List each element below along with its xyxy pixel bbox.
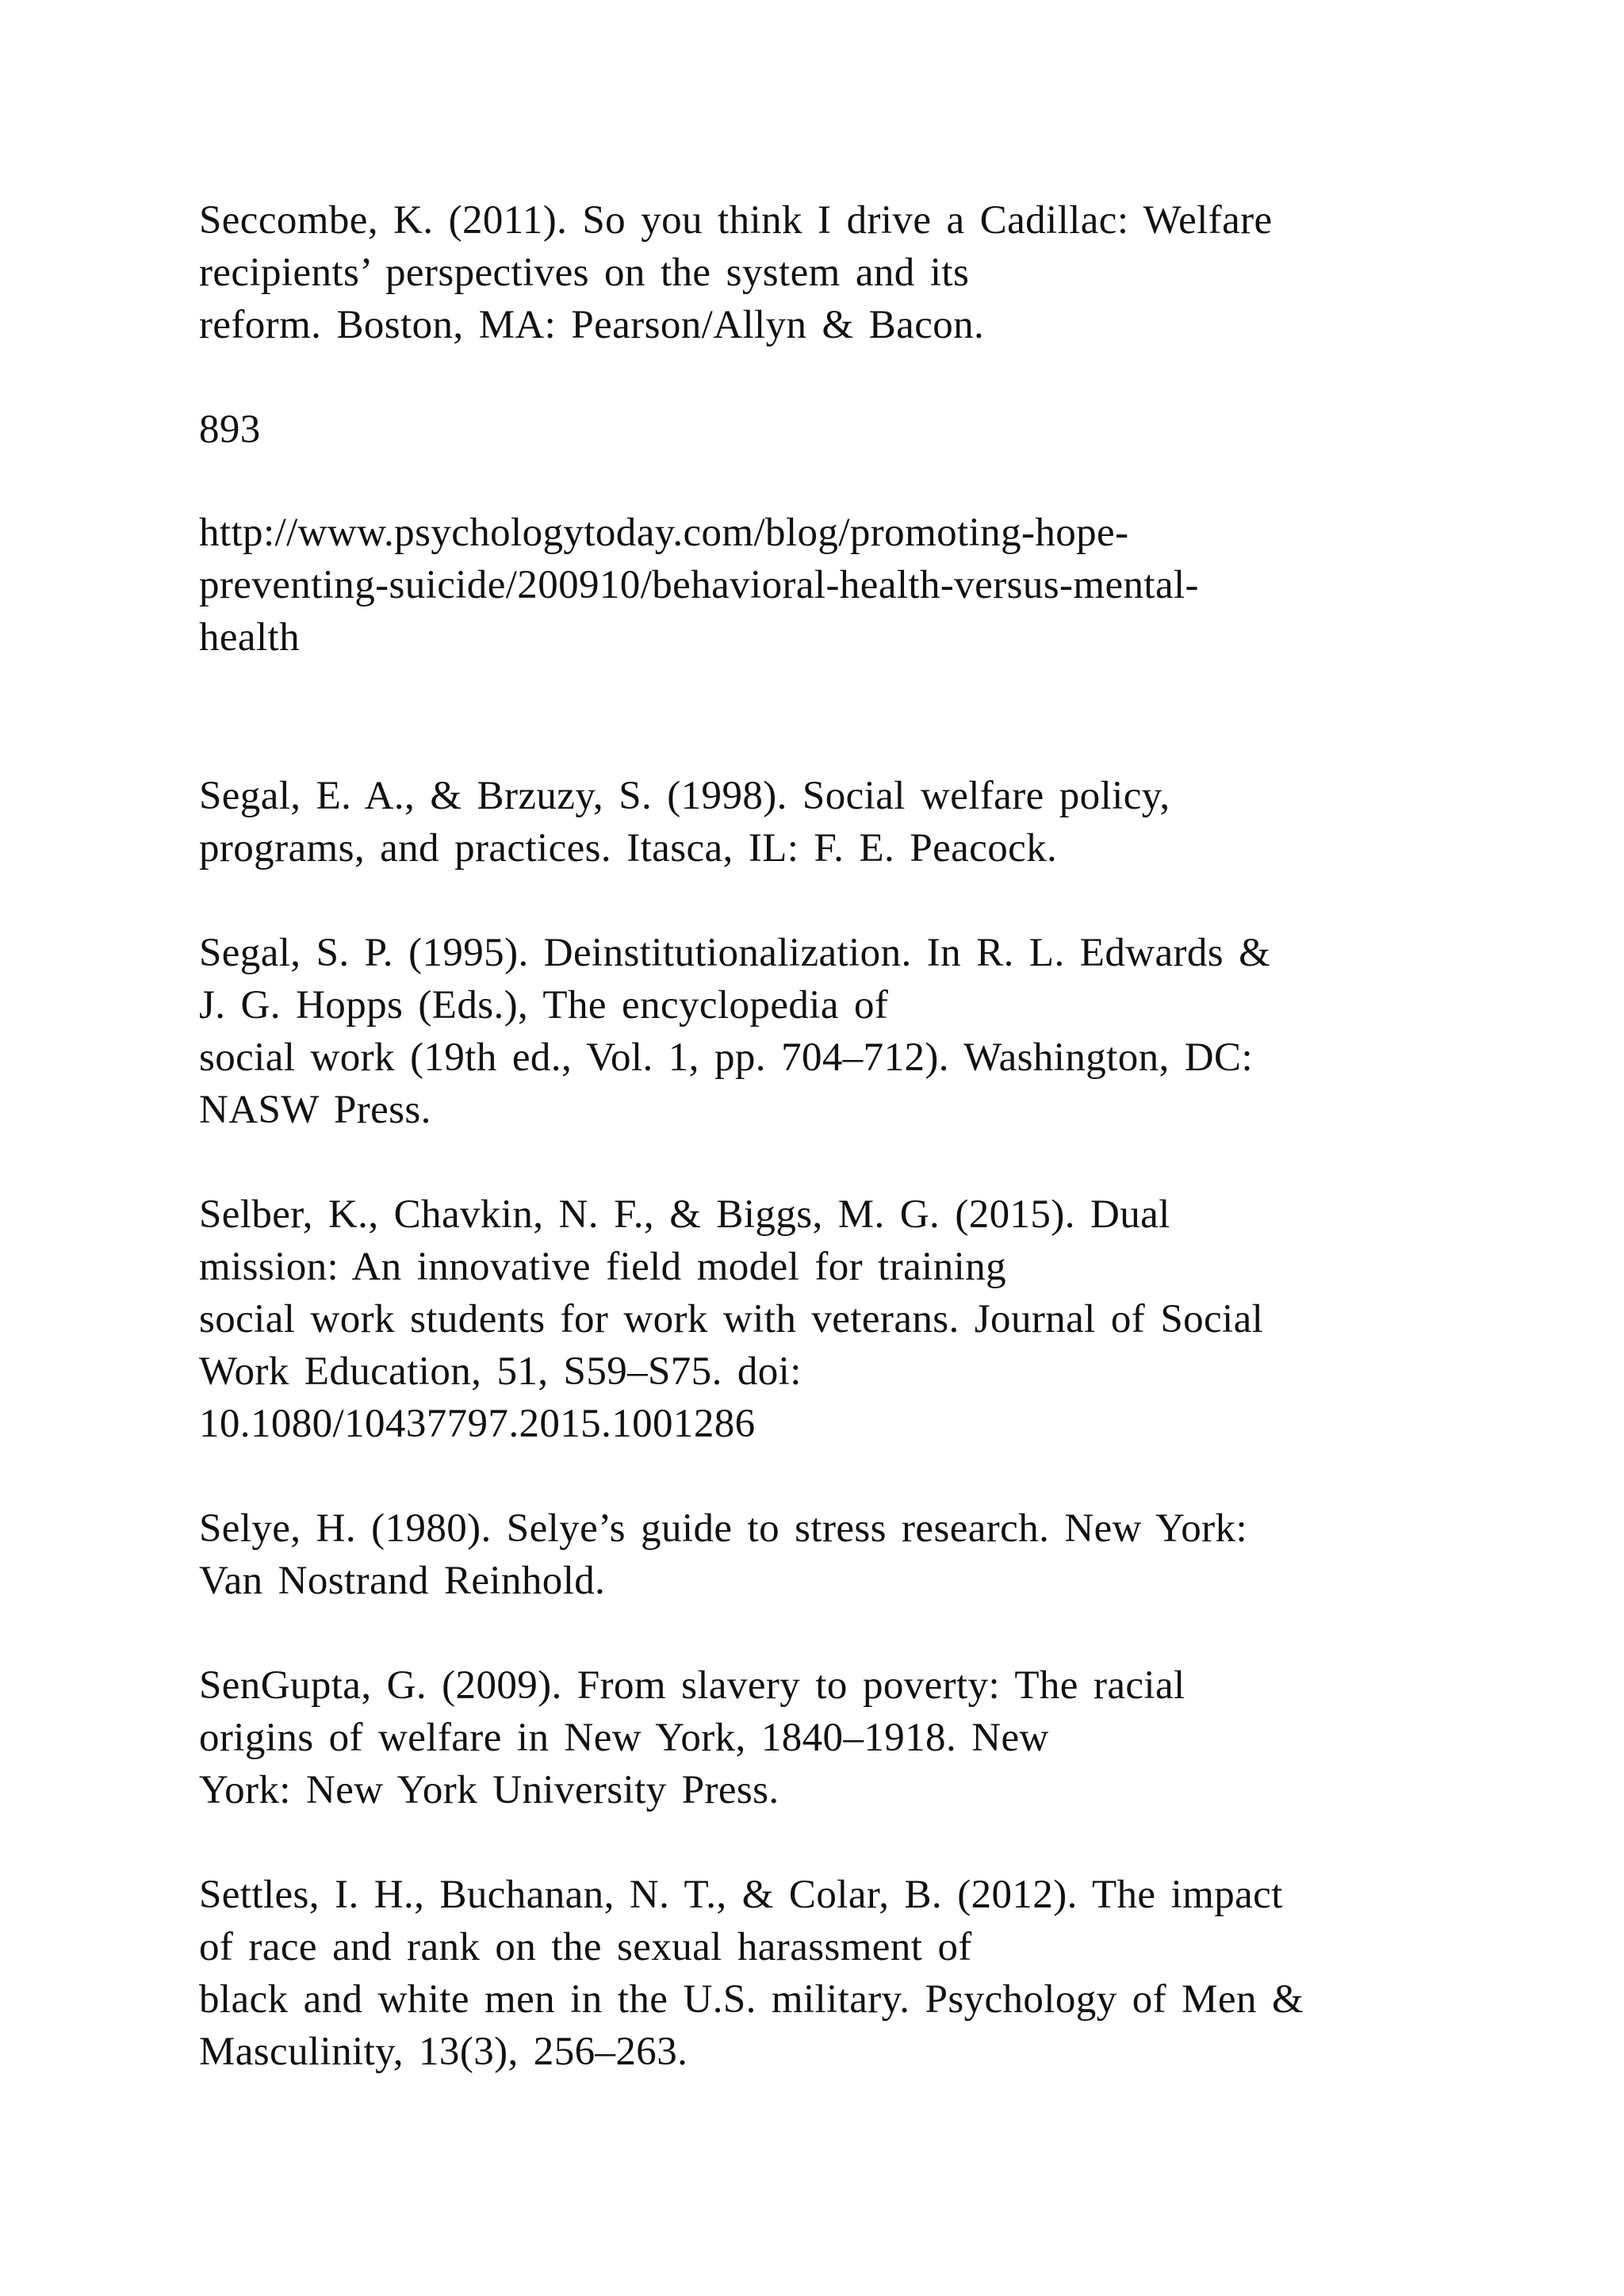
page-number: 893 — [199, 408, 261, 452]
reference-segal-ea-line-1: Segal, E. A., & Brzuzy, S. (1998). Social welfare policy, — [199, 774, 1170, 818]
reference-sengupta-line-3: York: New York University Press. — [199, 1768, 779, 1812]
reference-segal-sp-line-2: J. G. Hopps (Eds.), The encyclopedia of — [199, 983, 889, 1027]
reference-selber-line-2: mission: An innovative field model for training — [199, 1245, 1006, 1289]
reference-segal-sp-line-3: social work (19th ed., Vol. 1, pp. 704–712). Washington, DC: — [199, 1035, 1254, 1080]
reference-segal-sp-line-4: NASW Press. — [199, 1088, 431, 1132]
reference-settles-line-1: Settles, I. H., Buchanan, N. T., & Colar, B. (2012). The impact — [199, 1873, 1283, 1917]
reference-url-line-3: health — [199, 615, 301, 660]
reference-selber-line-1: Selber, K., Chavkin, N. F., & Biggs, M. G. (2015). Dual — [199, 1192, 1170, 1237]
reference-settles-line-4: Masculinity, 13(3), 256–263. — [199, 2030, 688, 2074]
reference-sengupta-line-2: origins of welfare in New York, 1840–1918. New — [199, 1716, 1049, 1760]
reference-segal-ea-line-2: programs, and practices. Itasca, IL: F. E. Peacock. — [199, 826, 1058, 871]
reference-url-line-1: http://www.psychologytoday.com/blog/promoting-hope- — [199, 511, 1129, 555]
reference-seccombe-line-3: reform. Boston, MA: Pearson/Allyn & Bacon. — [199, 303, 985, 347]
reference-settles-line-2: of race and rank on the sexual harassment of — [199, 1925, 972, 1969]
reference-sengupta-line-1: SenGupta, G. (2009). From slavery to poverty: The racial — [199, 1663, 1185, 1708]
reference-selber-line-5: 10.1080/10437797.2015.1001286 — [199, 1402, 756, 1446]
reference-selber-line-3: social work students for work with veterans. Journal of Social — [199, 1297, 1264, 1341]
reference-selber-line-4: Work Education, 51, S59–S75. doi: — [199, 1349, 802, 1394]
reference-selye-line-2: Van Nostrand Reinhold. — [199, 1559, 606, 1603]
reference-seccombe-line-1: Seccombe, K. (2011). So you think I drive a Cadillac: Welfare — [199, 198, 1273, 243]
reference-segal-sp-line-1: Segal, S. P. (1995). Deinstitutionalization. In R. L. Edwards & — [199, 931, 1271, 975]
reference-settles-line-3: black and white men in the U.S. military. Psychology of Men & — [199, 1977, 1304, 2022]
reference-url-line-2: preventing-suicide/200910/behavioral-health-versus-mental- — [199, 563, 1199, 607]
reference-selye-line-1: Selye, H. (1980). Selye’s guide to stress research. New York: — [199, 1506, 1248, 1551]
reference-seccombe-line-2: recipients’ perspectives on the system and its — [199, 251, 970, 295]
